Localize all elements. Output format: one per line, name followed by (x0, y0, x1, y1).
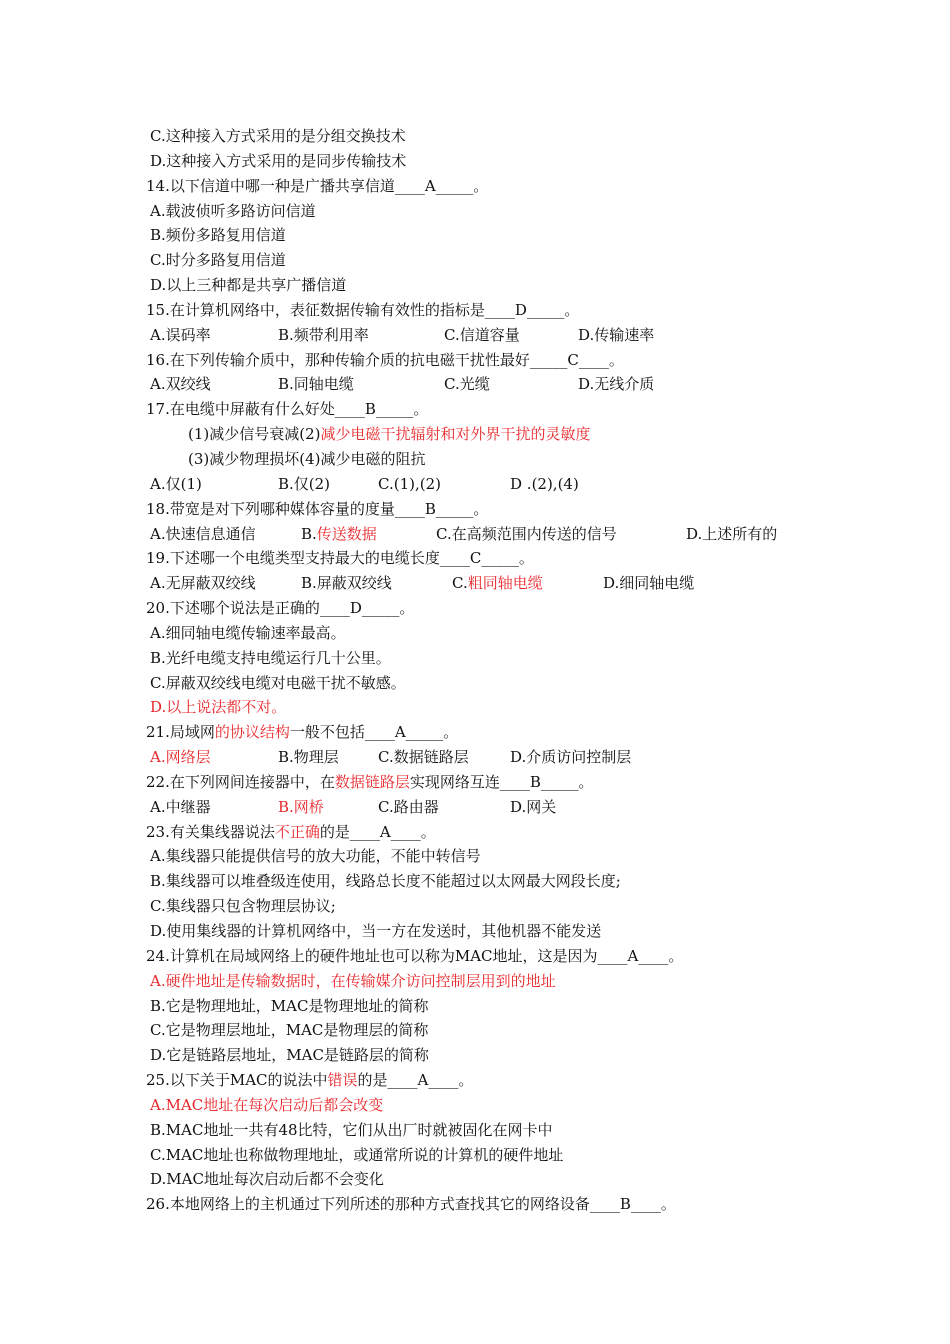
option-cell (150, 472, 202, 497)
option-cell (578, 323, 654, 348)
question-line (146, 1192, 866, 1217)
option-cell (278, 795, 324, 820)
line-text: B.频份多路复用信道 (150, 226, 286, 245)
option-cell (278, 323, 369, 348)
option-text: D.传输速率 (578, 325, 655, 344)
highlighted-text: B.网桥 (278, 797, 324, 816)
option-line (146, 1018, 866, 1043)
line-text: D.以上三种都是共享广播信道 (150, 276, 347, 295)
option-text: B. (301, 524, 317, 543)
option-text: C. (452, 574, 468, 593)
question-line (146, 770, 866, 795)
option-cell (578, 372, 654, 397)
option-line (146, 894, 866, 919)
option-row (146, 372, 866, 397)
line-text: 17.在电缆中屏蔽有什么好处____B_____。 (146, 400, 429, 419)
option-text: A.无屏蔽双绞线 (150, 574, 256, 593)
option-text: A.中继器 (150, 797, 211, 816)
option-cell (378, 472, 441, 497)
question-line (146, 1068, 866, 1093)
option-text: B.仅(2) (278, 474, 331, 493)
line-text: 的是____A____。 (357, 1071, 474, 1090)
line-text: D.使用集线器的计算机网络中，当一方在发送时，其他机器不能发送 (150, 922, 602, 940)
line-text: (3)减少物理损坏(4)减少电磁的阻抗 (188, 449, 426, 468)
line-text: 22.在下列网间连接器中，在 (146, 772, 335, 791)
line-text: B.MAC地址一共有48比特，它们从出厂时就被固化在网卡中 (150, 1120, 553, 1139)
option-cell (278, 745, 339, 770)
question-line (146, 546, 866, 571)
line-text: 的是____A____。 (319, 822, 436, 841)
option-text: D .(2),(4) (510, 474, 579, 493)
question-line (146, 720, 866, 745)
line-text: C.MAC地址也称做物理地址，或通常所说的计算机的硬件地址 (150, 1145, 564, 1164)
option-line (146, 199, 866, 224)
option-row (146, 745, 866, 770)
option-line (146, 1093, 866, 1118)
line-text: A.载波侦听多路访问信道 (150, 201, 316, 220)
line-text: C.它是物理层地址，MAC是物理层的简称 (150, 1021, 429, 1040)
highlighted-text: A.MAC地址在每次启动后都会改变 (150, 1095, 384, 1114)
option-text: C.(1),(2) (378, 474, 441, 493)
line-text: (1)减少信号衰减(2) (188, 425, 321, 444)
option-line (146, 844, 866, 869)
question-line (146, 298, 866, 323)
option-line (146, 621, 866, 646)
option-cell (510, 745, 631, 770)
highlighted-text: 不正确 (274, 822, 320, 841)
option-row (146, 323, 866, 348)
line-text: 实现网络互连____B_____。 (409, 772, 594, 791)
option-row (146, 795, 866, 820)
option-line (146, 919, 866, 944)
option-cell (150, 795, 211, 820)
option-text: D.介质访问控制层 (510, 748, 632, 767)
line-text: B.它是物理地址，MAC是物理地址的简称 (150, 996, 429, 1015)
line-text: 一般不包括____A_____。 (289, 723, 459, 742)
option-cell (150, 372, 211, 397)
line-text: A.细同轴电缆传输速率最高。 (150, 623, 346, 642)
option-row (146, 571, 866, 596)
highlighted-text: 粗同轴电缆 (467, 574, 543, 593)
line-text: B.光纤电缆支持电缆运行几十公里。 (150, 648, 391, 667)
line-text: 19.下述哪一个电缆类型支持最大的电缆长度____C_____。 (146, 549, 534, 568)
option-cell (278, 372, 354, 397)
option-line (146, 1143, 866, 1168)
highlighted-text: 传送数据 (316, 524, 377, 543)
option-cell (452, 571, 543, 596)
line-text: C.集线器只包含物理层协议; (150, 897, 336, 916)
option-text: C.光缆 (444, 375, 490, 394)
option-text: C.在高频范围内传送的信号 (436, 524, 617, 543)
question-line (146, 348, 866, 373)
option-row (146, 472, 866, 497)
option-text: D.网关 (510, 797, 557, 816)
document-page (146, 124, 866, 1217)
line-text: B.集线器可以堆叠级连使用，线路总长度不能超过以太网最大网段长度; (150, 872, 621, 891)
option-cell (150, 522, 256, 547)
line-text: C.屏蔽双绞线电缆对电磁干扰不敏感。 (150, 673, 406, 692)
option-text: C.路由器 (378, 797, 439, 816)
option-cell (686, 522, 777, 547)
option-text: A.快速信息通信 (150, 524, 256, 543)
option-line (146, 149, 866, 174)
question-line (146, 596, 866, 621)
question-line (146, 397, 866, 422)
option-text: B.同轴电缆 (278, 375, 354, 394)
option-cell (278, 472, 330, 497)
option-text: D.上述所有的 (686, 524, 778, 543)
highlighted-text: A.网络层 (150, 748, 211, 767)
line-text: 15.在计算机网络中，表征数据传输有效性的指标是____D_____。 (146, 300, 580, 319)
option-cell (301, 571, 392, 596)
line-text: 24.计算机在局域网络上的硬件地址也可以称为MAC地址，这是因为____A____。 (146, 946, 684, 965)
option-cell (378, 745, 469, 770)
line-text: D.这种接入方式采用的是同步传输技术 (150, 151, 407, 170)
line-text: D.MAC地址每次启动后都不会变化 (150, 1170, 384, 1189)
question-line (146, 497, 866, 522)
option-line (146, 671, 866, 696)
option-line (146, 422, 866, 447)
option-cell (150, 745, 211, 770)
option-cell (150, 323, 211, 348)
line-text: 23.有关集线器说法 (146, 822, 275, 841)
line-text: C.时分多路复用信道 (150, 251, 286, 270)
option-cell (436, 522, 617, 547)
option-text: D.无线介质 (578, 375, 655, 394)
line-text: 18.带宽是对下列哪种媒体容量的度量____B_____。 (146, 499, 489, 518)
option-cell (444, 323, 520, 348)
line-text: D.它是链路层地址，MAC是链路层的简称 (150, 1046, 429, 1065)
option-text: B.频带利用率 (278, 325, 369, 344)
option-line (146, 994, 866, 1019)
option-line (146, 273, 866, 298)
highlighted-text: A.硬件地址是传输数据时，在传输媒介访问控制层用到的地址 (150, 971, 556, 990)
option-line (146, 1167, 866, 1192)
highlighted-text: 的协议结构 (214, 723, 290, 742)
highlighted-text: D.以上说法都不对。 (150, 698, 287, 717)
option-text: D.细同轴电缆 (603, 574, 695, 593)
option-line (146, 223, 866, 248)
line-text: 16.在下列传输介质中，那种传输介质的抗电磁干扰性最好_____C____。 (146, 350, 624, 369)
question-line (146, 820, 866, 845)
option-text: A.误码率 (150, 325, 211, 344)
line-text: 14.以下信道中哪一种是广播共享信道____A_____。 (146, 176, 489, 195)
line-text: 25.以下关于MAC的说法中 (146, 1071, 328, 1090)
option-line (146, 969, 866, 994)
option-line (146, 248, 866, 273)
highlighted-text: 减少电磁干扰辐射和对外界干扰的灵敏度 (320, 425, 591, 444)
option-cell (603, 571, 694, 596)
option-line (146, 447, 866, 472)
line-text: 20.下述哪个说法是正确的____D_____。 (146, 599, 415, 618)
question-line (146, 944, 866, 969)
option-cell (510, 795, 556, 820)
option-line (146, 124, 866, 149)
highlighted-text: 错误 (327, 1071, 358, 1090)
option-text: C.数据链路层 (378, 748, 469, 767)
option-line (146, 869, 866, 894)
option-cell (301, 522, 377, 547)
option-text: B.物理层 (278, 748, 339, 767)
highlighted-text: 数据链路层 (334, 772, 410, 791)
option-line (146, 1118, 866, 1143)
line-text: A.集线器只能提供信号的放大功能，不能中转信号 (150, 847, 481, 866)
option-text: C.信道容量 (444, 325, 520, 344)
option-line (146, 695, 866, 720)
question-line (146, 174, 866, 199)
option-cell (510, 472, 579, 497)
option-text: A.仅(1) (150, 474, 202, 493)
line-text: 26.本地网络上的主机通过下列所述的那种方式查找其它的网络设备____B____。 (146, 1195, 676, 1214)
line-text: 21.局域网 (146, 723, 215, 742)
option-line (146, 1043, 866, 1068)
option-row (146, 522, 866, 547)
option-cell (150, 571, 256, 596)
line-text: C.这种接入方式采用的是分组交换技术 (150, 127, 406, 145)
option-text: A.双绞线 (150, 375, 211, 394)
option-cell (378, 795, 439, 820)
option-text: B.屏蔽双绞线 (301, 574, 392, 593)
option-cell (444, 372, 490, 397)
option-line (146, 646, 866, 671)
